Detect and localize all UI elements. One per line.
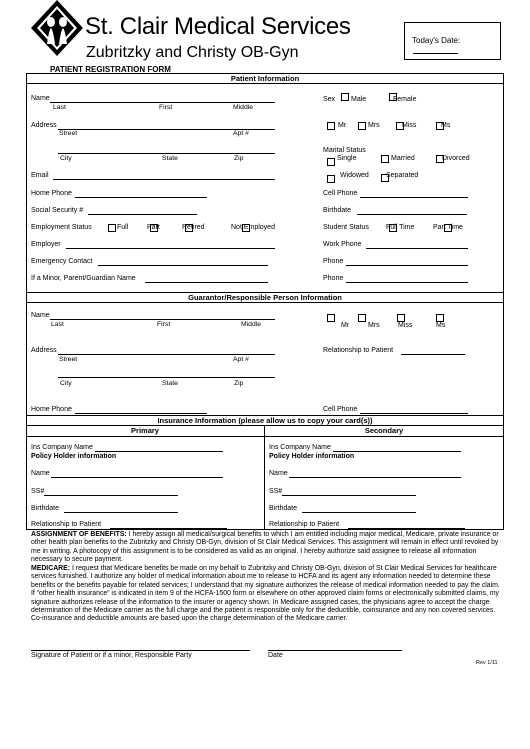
primary-relationship-label: Relationship to Patient: [31, 521, 102, 528]
employer-field[interactable]: [66, 248, 275, 249]
student-full-label: Full Time: [386, 224, 415, 231]
g-relationship-label: Relationship to Patient: [323, 347, 394, 354]
org-name: St. Clair Medical Services: [85, 13, 351, 40]
birthdate-field[interactable]: [357, 214, 467, 215]
primary-header: Primary: [131, 426, 159, 435]
logo: [31, 0, 83, 56]
g-address-label: Address: [31, 347, 57, 354]
title-ms-label: Ms: [441, 122, 451, 129]
g-zip-label: Zip: [234, 380, 244, 387]
address-city-field[interactable]: [58, 153, 275, 154]
sex-male-checkbox[interactable]: [341, 93, 349, 101]
emergency-phone-field[interactable]: [346, 265, 468, 266]
emergency-contact-label: Emergency Contact: [31, 258, 93, 265]
primary-ssn-label: SS#: [31, 488, 45, 495]
name-field[interactable]: [50, 102, 275, 103]
date-field[interactable]: [268, 650, 402, 651]
street-label: Street: [59, 130, 78, 137]
email-field[interactable]: [53, 179, 275, 180]
primary-birthdate-field[interactable]: [64, 512, 178, 513]
emergency-contact-field[interactable]: [98, 265, 268, 266]
state-label: State: [162, 155, 178, 162]
signature-label: Signature of Patient or if a minor, Responsible Party: [31, 652, 192, 659]
birthdate-label: Birthdate: [323, 207, 352, 214]
emp-full-checkbox[interactable]: [108, 224, 116, 232]
g-name-last-label: Last: [51, 321, 64, 328]
g-name-first-label: First: [157, 321, 171, 328]
g-address-city-field[interactable]: [58, 377, 275, 378]
marital-widowed-label: Widowed: [340, 172, 369, 179]
secondary-name-field[interactable]: [289, 477, 461, 478]
employment-status-label: Employment Status: [31, 224, 92, 231]
email-label: Email: [31, 172, 49, 179]
g-cell-phone-label: Cell Phone: [323, 406, 358, 413]
g-apt-label: Apt #: [233, 356, 249, 363]
todays-date-label: Today's Date:: [412, 36, 461, 45]
minor-parent-field[interactable]: [145, 282, 268, 283]
name-first-label: First: [159, 104, 173, 111]
g-title-miss-checkbox[interactable]: [397, 314, 405, 322]
student-status-label: Student Status: [323, 224, 369, 231]
work-phone-label: Work Phone: [323, 241, 362, 248]
marital-divorced-label: Divorced: [442, 155, 470, 162]
g-cell-phone-field[interactable]: [360, 413, 468, 414]
apt-label: Apt #: [233, 130, 249, 137]
secondary-relationship-field[interactable]: [348, 528, 465, 529]
g-city-label: City: [60, 380, 72, 387]
title-miss-label: Miss: [402, 122, 417, 129]
marital-separated-label: Separated: [386, 172, 419, 179]
name-label: Name: [31, 95, 50, 102]
home-phone-label: Home Phone: [31, 190, 72, 197]
title-mr-checkbox[interactable]: [327, 122, 335, 130]
parent-phone-label: Phone: [323, 275, 344, 282]
g-title-mrs-checkbox[interactable]: [358, 314, 366, 322]
primary-birthdate-label: Birthdate: [31, 505, 60, 512]
parent-phone-field[interactable]: [346, 282, 468, 283]
medicare-text: I request that Medicare benefits be made on my behalf to Zubritzky and Christy OB-Gyn, division of St Clair Medical Services for healthcare services furnished. I authorize any holder of medical information about me to release to HCFA and its agent any information needed to determine these benefits or the benefits payable for related services; I understand that my signature authorizes the release of medical information needed to pay the claim. If “other health insurance” is indicated in item 9 of the HCFA-1500 form or elsewhere on other approved claim forms or electronically submitted claims, my signature authorizes release of the information to the insurer or agency shown. In Medicare assigned cases, the physicians agree to accept the charge determination of the Medicare carrier as the full charge and the patient is responsible only for the deductible, coinsurance and any non covered services. Co-insurance and deductible amounts are based upon the charge determination of the Medicare carrier.: [31, 565, 500, 623]
primary-company-field[interactable]: [95, 451, 223, 452]
g-name-label: Name: [31, 312, 50, 319]
medicare-heading: MEDICARE:: [31, 565, 71, 572]
g-title-mr-checkbox[interactable]: [327, 314, 335, 322]
g-name-field[interactable]: [50, 319, 275, 320]
secondary-holder-info-label: Policy Holder information: [269, 453, 355, 460]
g-state-label: State: [162, 380, 178, 387]
emp-retired-label: Retired: [182, 224, 205, 231]
g-title-ms-checkbox[interactable]: [436, 314, 444, 322]
city-label: City: [60, 155, 72, 162]
assignment-of-benefits-text: I hereby assign all medical/surgical benefits to which I am entitled including major medical, Medicare, private insurance or other health plan benefits to the Zubritzky and Christy OB-Gyn, division of St Clair Medical Services. This assignment will remain in effect until revoked by me in writing. A photocopy of this assignment is to be considered as valid as an original. I hereby authorize said assignee to release all information necessary to secure payment.: [31, 531, 499, 564]
primary-holder-info-label: Policy Holder information: [31, 453, 117, 460]
date-label: Date: [268, 652, 283, 659]
address-label: Address: [31, 122, 57, 129]
ssn-label: Social Security #: [31, 207, 84, 214]
marital-married-label: Married: [391, 155, 415, 162]
work-phone-field[interactable]: [366, 248, 468, 249]
primary-name-label: Name: [31, 470, 50, 477]
todays-date-box: [404, 22, 501, 60]
insurance-section-title: Insurance Information (please allow us to copy your card(s)): [26, 415, 504, 426]
sex-label: Sex: [323, 96, 336, 103]
sex-male-label: Male: [351, 96, 367, 103]
g-name-middle-label: Middle: [241, 321, 262, 328]
g-title-ms-label: Ms: [436, 322, 446, 329]
minor-parent-label: If a Minor, Parent/Guardian Name: [31, 275, 136, 282]
assignment-of-benefits-heading: ASSIGNMENT OF BENEFITS:: [31, 531, 127, 538]
todays-date-field[interactable]: [413, 53, 458, 54]
employer-label: Employer: [31, 241, 61, 248]
g-title-miss-label: Miss: [398, 322, 413, 329]
secondary-relationship-label: Relationship to Patient: [269, 521, 340, 528]
marital-single-label: Single: [337, 155, 357, 162]
emp-not-employed-label: Not Employed: [231, 224, 275, 231]
g-title-mrs-label: Mrs: [368, 322, 380, 329]
form-title: PATIENT REGISTRATION FORM: [50, 65, 171, 74]
secondary-ssn-field[interactable]: [282, 495, 416, 496]
secondary-birthdate-label: Birthdate: [269, 505, 298, 512]
guarantor-section-title: Guarantor/Responsible Person Information: [26, 292, 504, 303]
g-title-mr-label: Mr: [341, 322, 350, 329]
primary-ssn-field[interactable]: [44, 495, 178, 496]
primary-relationship-field[interactable]: [110, 528, 227, 529]
secondary-birthdate-field[interactable]: [302, 512, 416, 513]
sex-female-label: Female: [393, 96, 417, 103]
primary-name-field[interactable]: [51, 477, 223, 478]
secondary-company-label: Ins Company Name: [269, 444, 331, 451]
marital-widowed-checkbox[interactable]: [327, 175, 335, 183]
primary-company-label: Ins Company Name: [31, 444, 93, 451]
medicare-paragraph: [31, 565, 504, 624]
name-last-label: Last: [53, 104, 66, 111]
home-phone-field[interactable]: [75, 197, 207, 198]
assignment-of-benefits-paragraph: [31, 531, 504, 565]
emergency-phone-label: Phone: [323, 258, 344, 265]
marital-single-checkbox[interactable]: [327, 158, 335, 166]
title-mrs-label: Mrs: [368, 122, 380, 129]
emp-full-label: Full: [117, 224, 129, 231]
insurance-column-divider: [264, 426, 265, 530]
marital-status-label: Marital Status: [323, 147, 366, 154]
ssn-field[interactable]: [88, 214, 197, 215]
g-home-phone-field[interactable]: [75, 413, 207, 414]
emp-part-label: Part: [147, 224, 160, 231]
secondary-company-field[interactable]: [333, 451, 461, 452]
g-street-label: Street: [59, 356, 78, 363]
practice-name: Zubritzky and Christy OB-Gyn: [86, 44, 299, 61]
secondary-name-label: Name: [269, 470, 288, 477]
g-home-phone-label: Home Phone: [31, 406, 72, 413]
cell-phone-label: Cell Phone: [323, 190, 358, 197]
cell-phone-field[interactable]: [360, 197, 468, 198]
marital-married-checkbox[interactable]: [381, 155, 389, 163]
title-mrs-checkbox[interactable]: [358, 122, 366, 130]
signature-field[interactable]: [31, 650, 250, 651]
name-middle-label: Middle: [233, 104, 254, 111]
patient-section-title: Patient Information: [26, 73, 504, 84]
secondary-header: Secondary: [364, 426, 404, 435]
g-relationship-field[interactable]: [401, 354, 465, 355]
secondary-ssn-label: SS#: [269, 488, 283, 495]
g-address-street-field[interactable]: [58, 354, 275, 355]
revision-label: Rev 1/11: [476, 660, 498, 666]
student-part-label: Part Time: [433, 224, 463, 231]
zip-label: Zip: [234, 155, 244, 162]
title-mr-label: Mr: [338, 122, 347, 129]
